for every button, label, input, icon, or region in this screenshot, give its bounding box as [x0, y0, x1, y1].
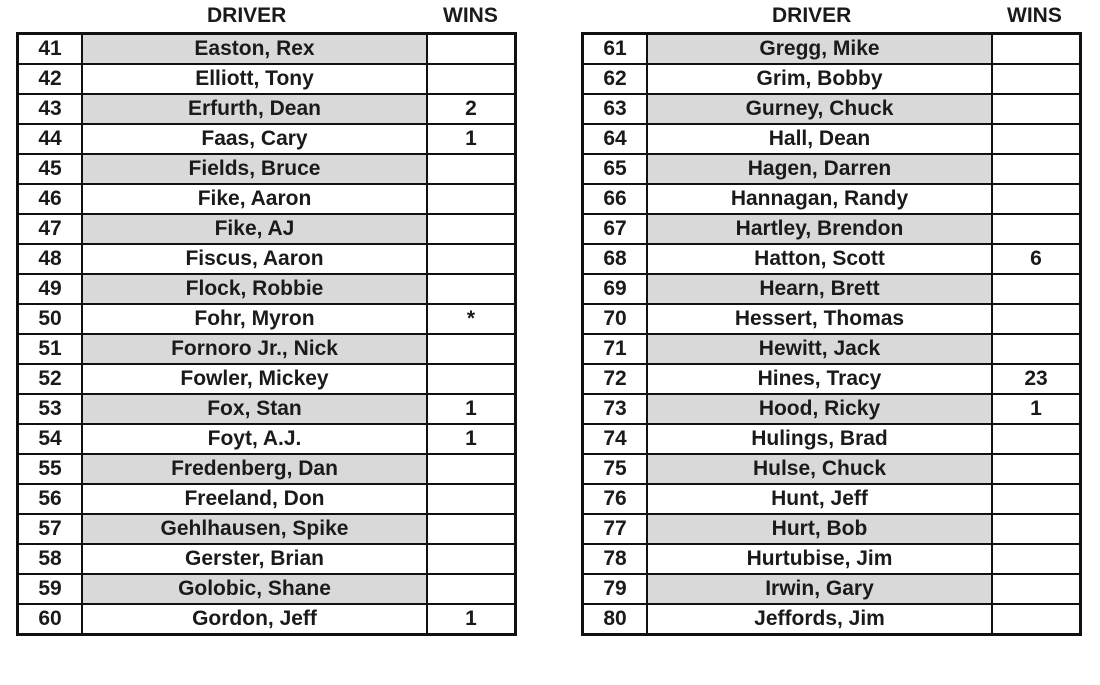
driver-number-cell: 69 [583, 274, 648, 304]
table-row [583, 304, 1081, 334]
right-table-block [581, 0, 1082, 636]
table-row [583, 574, 1081, 604]
wins-cell [992, 484, 1081, 514]
driver-name-cell: Hannagan, Randy [647, 184, 992, 214]
driver-wins-table-right [581, 32, 1082, 636]
driver-number-cell: 68 [583, 244, 648, 274]
table-row [18, 124, 516, 154]
driver-name-cell: Faas, Cary [82, 124, 427, 154]
driver-number-cell: 72 [583, 364, 648, 394]
wins-cell [427, 574, 516, 604]
table-row [18, 454, 516, 484]
wins-cell: 23 [992, 364, 1081, 394]
driver-number-cell: 63 [583, 94, 648, 124]
driver-name-cell: Hulings, Brad [647, 424, 992, 454]
right-header [581, 0, 1082, 32]
driver-name-cell: Fohr, Myron [82, 304, 427, 334]
driver-number-cell: 41 [18, 34, 83, 65]
table-row [583, 544, 1081, 574]
wins-cell [992, 274, 1081, 304]
table-row [18, 244, 516, 274]
wins-cell [427, 334, 516, 364]
driver-name-cell: Golobic, Shane [82, 574, 427, 604]
wins-cell [427, 274, 516, 304]
wins-cell: * [427, 304, 516, 334]
table-row [18, 424, 516, 454]
driver-name-cell: Hearn, Brett [647, 274, 992, 304]
driver-name-cell: Hagen, Darren [647, 154, 992, 184]
wins-cell [427, 154, 516, 184]
wins-cell [992, 184, 1081, 214]
wins-cell [992, 64, 1081, 94]
driver-number-cell: 45 [18, 154, 83, 184]
table-row [583, 154, 1081, 184]
driver-number-cell: 44 [18, 124, 83, 154]
driver-number-cell: 73 [583, 394, 648, 424]
driver-number-cell: 67 [583, 214, 648, 244]
wins-cell: 1 [427, 124, 516, 154]
driver-name-cell: Hulse, Chuck [647, 454, 992, 484]
driver-name-cell: Gurney, Chuck [647, 94, 992, 124]
driver-name-cell: Hewitt, Jack [647, 334, 992, 364]
driver-name-cell: Foyt, A.J. [82, 424, 427, 454]
table-row [583, 34, 1081, 65]
wins-cell [427, 214, 516, 244]
driver-number-cell: 58 [18, 544, 83, 574]
driver-name-cell: Hines, Tracy [647, 364, 992, 394]
driver-number-cell: 46 [18, 184, 83, 214]
driver-name-cell: Hatton, Scott [647, 244, 992, 274]
wins-cell: 1 [427, 394, 516, 424]
driver-number-cell: 52 [18, 364, 83, 394]
table-row [18, 34, 516, 65]
left-header [16, 0, 517, 32]
driver-number-cell: 54 [18, 424, 83, 454]
driver-name-cell: Gerster, Brian [82, 544, 427, 574]
driver-name-cell: Jeffords, Jim [647, 604, 992, 635]
wins-cell [427, 364, 516, 394]
driver-name-cell: Freeland, Don [82, 484, 427, 514]
driver-name-cell: Fike, AJ [82, 214, 427, 244]
driver-number-cell: 64 [583, 124, 648, 154]
table-row [18, 514, 516, 544]
table-row [18, 184, 516, 214]
driver-name-cell: Flock, Robbie [82, 274, 427, 304]
driver-number-cell: 48 [18, 244, 83, 274]
table-row [583, 364, 1081, 394]
wins-cell [427, 514, 516, 544]
wins-cell [992, 604, 1081, 635]
driver-name-cell: Elliott, Tony [82, 64, 427, 94]
driver-number-cell: 66 [583, 184, 648, 214]
table-row [583, 454, 1081, 484]
wins-cell [427, 244, 516, 274]
table-row [18, 64, 516, 94]
table-row [583, 94, 1081, 124]
driver-number-cell: 57 [18, 514, 83, 544]
driver-name-cell: Fredenberg, Dan [82, 454, 427, 484]
driver-number-cell: 61 [583, 34, 648, 65]
driver-name-cell: Hurt, Bob [647, 514, 992, 544]
wins-cell [992, 574, 1081, 604]
driver-number-cell: 55 [18, 454, 83, 484]
wins-cell: 2 [427, 94, 516, 124]
table-row [583, 334, 1081, 364]
driver-name-cell: Easton, Rex [82, 34, 427, 65]
driver-number-cell: 70 [583, 304, 648, 334]
driver-number-cell: 42 [18, 64, 83, 94]
left-table-block [16, 0, 517, 636]
driver-name-cell: Fowler, Mickey [82, 364, 427, 394]
driver-name-cell: Gordon, Jeff [82, 604, 427, 635]
wins-cell [427, 184, 516, 214]
table-row [18, 304, 516, 334]
wins-cell: 1 [992, 394, 1081, 424]
driver-number-cell: 74 [583, 424, 648, 454]
wins-cell [427, 34, 516, 65]
driver-number-cell: 56 [18, 484, 83, 514]
driver-name-cell: Grim, Bobby [647, 64, 992, 94]
table-row [18, 364, 516, 394]
wins-column-header: WINS [443, 4, 498, 27]
table-row [18, 334, 516, 364]
driver-name-cell: Fields, Bruce [82, 154, 427, 184]
wins-cell [427, 454, 516, 484]
table-row [583, 244, 1081, 274]
driver-number-cell: 53 [18, 394, 83, 424]
table-row [583, 274, 1081, 304]
driver-number-cell: 78 [583, 544, 648, 574]
wins-column-header: WINS [1007, 4, 1062, 27]
driver-number-cell: 50 [18, 304, 83, 334]
wins-cell: 1 [427, 424, 516, 454]
driver-column-header: DRIVER [207, 4, 287, 27]
table-row [18, 604, 516, 635]
table-row [583, 124, 1081, 154]
table-row [583, 604, 1081, 635]
driver-number-cell: 71 [583, 334, 648, 364]
driver-number-cell: 51 [18, 334, 83, 364]
driver-number-cell: 76 [583, 484, 648, 514]
table-row [583, 64, 1081, 94]
driver-name-cell: Fiscus, Aaron [82, 244, 427, 274]
driver-name-cell: Gehlhausen, Spike [82, 514, 427, 544]
driver-name-cell: Hartley, Brendon [647, 214, 992, 244]
wins-cell [992, 424, 1081, 454]
driver-number-cell: 49 [18, 274, 83, 304]
wins-cell [427, 544, 516, 574]
wins-cell [992, 214, 1081, 244]
table-row [18, 154, 516, 184]
driver-name-cell: Gregg, Mike [647, 34, 992, 65]
table-row [18, 484, 516, 514]
driver-name-cell: Hurtubise, Jim [647, 544, 992, 574]
wins-cell [992, 454, 1081, 484]
table-row [18, 214, 516, 244]
wins-cell [992, 34, 1081, 65]
table-row [18, 544, 516, 574]
driver-number-cell: 80 [583, 604, 648, 635]
wins-cell [992, 334, 1081, 364]
table-row [583, 214, 1081, 244]
wins-cell [992, 544, 1081, 574]
driver-number-cell: 75 [583, 454, 648, 484]
driver-number-cell: 59 [18, 574, 83, 604]
driver-name-cell: Fox, Stan [82, 394, 427, 424]
wins-cell [992, 154, 1081, 184]
driver-number-cell: 43 [18, 94, 83, 124]
table-row [583, 484, 1081, 514]
table-row [18, 274, 516, 304]
driver-name-cell: Irwin, Gary [647, 574, 992, 604]
wins-cell: 6 [992, 244, 1081, 274]
driver-name-cell: Hall, Dean [647, 124, 992, 154]
driver-number-cell: 62 [583, 64, 648, 94]
driver-name-cell: Erfurth, Dean [82, 94, 427, 124]
table-row [583, 394, 1081, 424]
driver-name-cell: Hunt, Jeff [647, 484, 992, 514]
wins-cell [427, 64, 516, 94]
wins-cell [427, 484, 516, 514]
wins-cell [992, 94, 1081, 124]
wins-cell [992, 304, 1081, 334]
driver-name-cell: Fornoro Jr., Nick [82, 334, 427, 364]
driver-number-cell: 47 [18, 214, 83, 244]
table-row [18, 94, 516, 124]
driver-name-cell: Fike, Aaron [82, 184, 427, 214]
driver-number-cell: 77 [583, 514, 648, 544]
table-row [18, 394, 516, 424]
wins-cell: 1 [427, 604, 516, 635]
driver-number-cell: 79 [583, 574, 648, 604]
table-row [583, 424, 1081, 454]
wins-cell [992, 124, 1081, 154]
driver-wins-table-left [16, 32, 517, 636]
driver-number-cell: 60 [18, 604, 83, 635]
table-row [18, 574, 516, 604]
driver-name-cell: Hessert, Thomas [647, 304, 992, 334]
driver-number-cell: 65 [583, 154, 648, 184]
table-row [583, 514, 1081, 544]
driver-name-cell: Hood, Ricky [647, 394, 992, 424]
table-row [583, 184, 1081, 214]
wins-cell [992, 514, 1081, 544]
driver-column-header: DRIVER [772, 4, 852, 27]
